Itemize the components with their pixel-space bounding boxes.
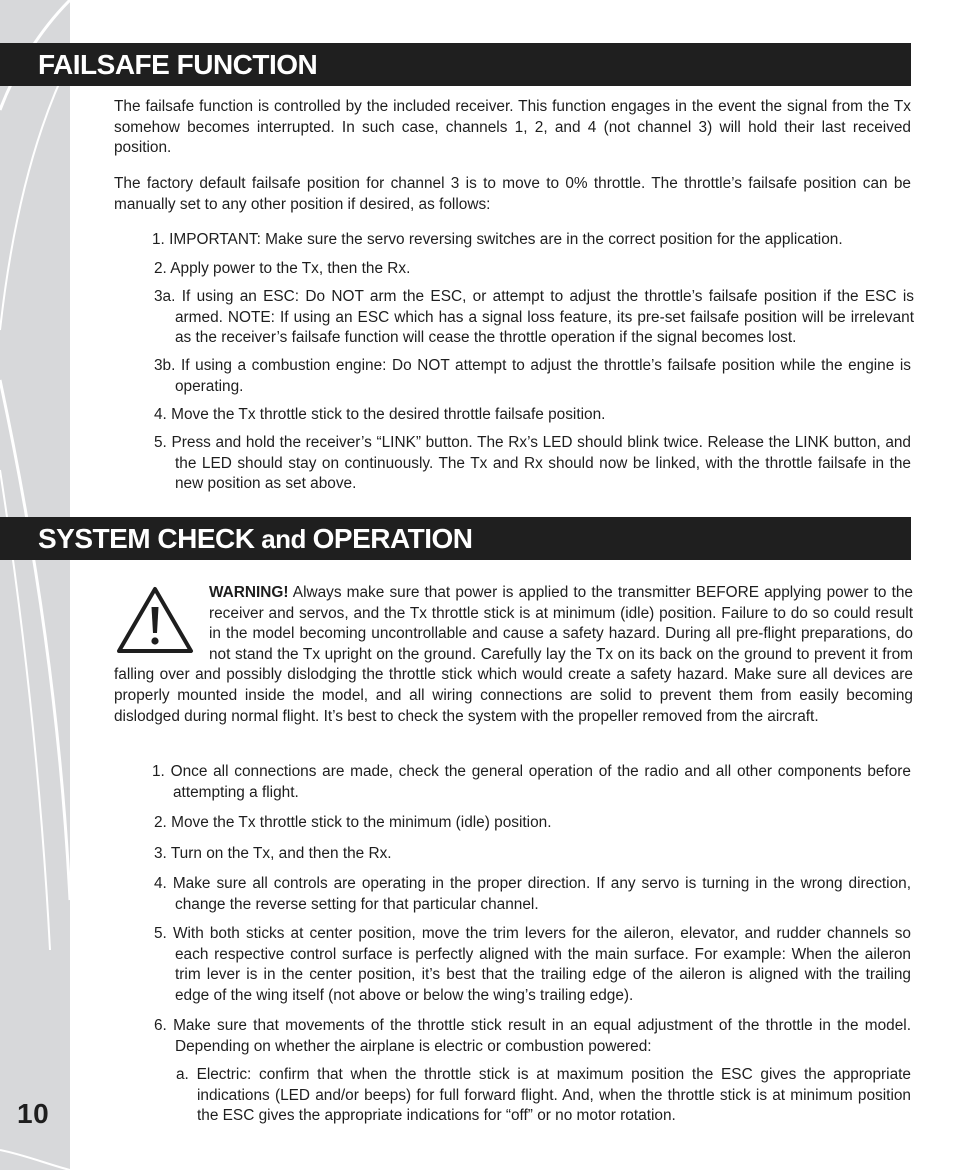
system-check-step: 3. Turn on the Tx, and then the Rx. xyxy=(154,845,392,862)
decorative-swoosh xyxy=(0,0,70,1170)
failsafe-step: 4. Move the Tx throttle stick to the desired throttle failsafe position. xyxy=(154,406,606,423)
system-check-step: 4. Make sure all controls are operating in the proper direction. If any servo is turning in the wrong direction, change the reverse setting for that particular channel. xyxy=(154,875,911,913)
failsafe-section-title: FAILSAFE FUNCTION xyxy=(38,49,318,80)
system-check-title-part3: OPERATION xyxy=(312,523,473,554)
failsafe-step: 1. IMPORTANT: Make sure the servo reversing switches are in the correct position for the application. xyxy=(152,231,843,248)
system-check-step: 1. Once all connections are made, check the general operation of the radio and all other components before attempting a flight. xyxy=(152,763,911,801)
failsafe-step: 3b. If using a combustion engine: Do NOT attempt to adjust the throttle’s failsafe position while the engine is operating. xyxy=(154,357,911,395)
failsafe-default-paragraph: The factory default failsafe position for channel 3 is to move to 0% throttle. The throttle’s failsafe position can be manually set to any other position if desired, as follows: xyxy=(114,175,911,213)
system-check-substep: a. Electric: confirm that when the throttle stick is at maximum position the ESC gives the appropriate indications (LED and/or beeps) for full forward flight. And, when the throttle stick is at minimum position the ESC gives the appropriate indications for “off” or no motor rotation. xyxy=(176,1066,911,1125)
system-check-step: 2. Move the Tx throttle stick to the minimum (idle) position. xyxy=(154,814,552,831)
page-number: 10 xyxy=(17,1098,50,1129)
system-check-step: 5. With both sticks at center position, move the trim levers for the aileron, elevator, and rudder channels so each respective control surface is perfectly aligned with the main surface. For example: When the aileron trim lever is in the center position, it’s best that the trailing edge of the aileron is aligned with the trailing edge of the wing itself (not above or below the wing’s trailing edge). xyxy=(154,925,911,1004)
system-check-title-part1: SYSTEM CHECK xyxy=(38,523,255,554)
failsafe-step: 2. Apply power to the Tx, then the Rx. xyxy=(154,260,411,277)
system-check-step: 6. Make sure that movements of the throttle stick result in an equal adjustment of the throttle in the model. Depending on whether the airplane is electric or combustion powered: xyxy=(154,1017,911,1055)
system-check-section-header xyxy=(0,517,911,560)
warning-paragraph xyxy=(114,583,913,727)
warning-label: WARNING! xyxy=(209,584,289,601)
failsafe-step: 3a. If using an ESC: Do NOT arm the ESC, or attempt to adjust the throttle’s failsafe position if the ESC is armed. NOTE: If using an ESC which has a signal loss feature, its pre-set failsafe position will be irrelevant as the receiver’s failsafe function will cease the throttle operation if the signal becomes lost. xyxy=(154,288,914,347)
warning-text: Always make sure that power is applied to the transmitter BEFORE applying power to the receiver and servos, and the Tx throttle stick is at minimum (idle) position. Failure to do so could result in the model becoming uncontrollable and cause a safety hazard. During all pre-flight preparations, do not stand the Tx upright on the ground. Carefully lay the Tx on its back on the ground to prevent it from falling over and possibly dislodging the throttle stick which would create a safety hazard. Make sure all devices are properly mounted inside the model, and all wiring connections are solid to prevent them from easily becoming dislodged during normal flight. It’s best to check the system with the propeller removed from the aircraft. xyxy=(114,584,913,725)
page-margin-decoration xyxy=(0,0,70,1170)
failsafe-section-header xyxy=(0,43,911,86)
system-check-title-part2: and xyxy=(254,524,313,554)
failsafe-intro-paragraph: The failsafe function is controlled by the included receiver. This function engages in the event the signal from the Tx somehow becomes interrupted. In such case, channels 1, 2, and 4 (not channel 3) will hold their last received position. xyxy=(114,98,911,157)
failsafe-step: 5. Press and hold the receiver’s “LINK” button. The Rx’s LED should blink twice. Release the LINK button, and the LED should stay on continuously. The Tx and Rx should now be linked, with the throttle failsafe in the new position as set above. xyxy=(154,434,911,493)
